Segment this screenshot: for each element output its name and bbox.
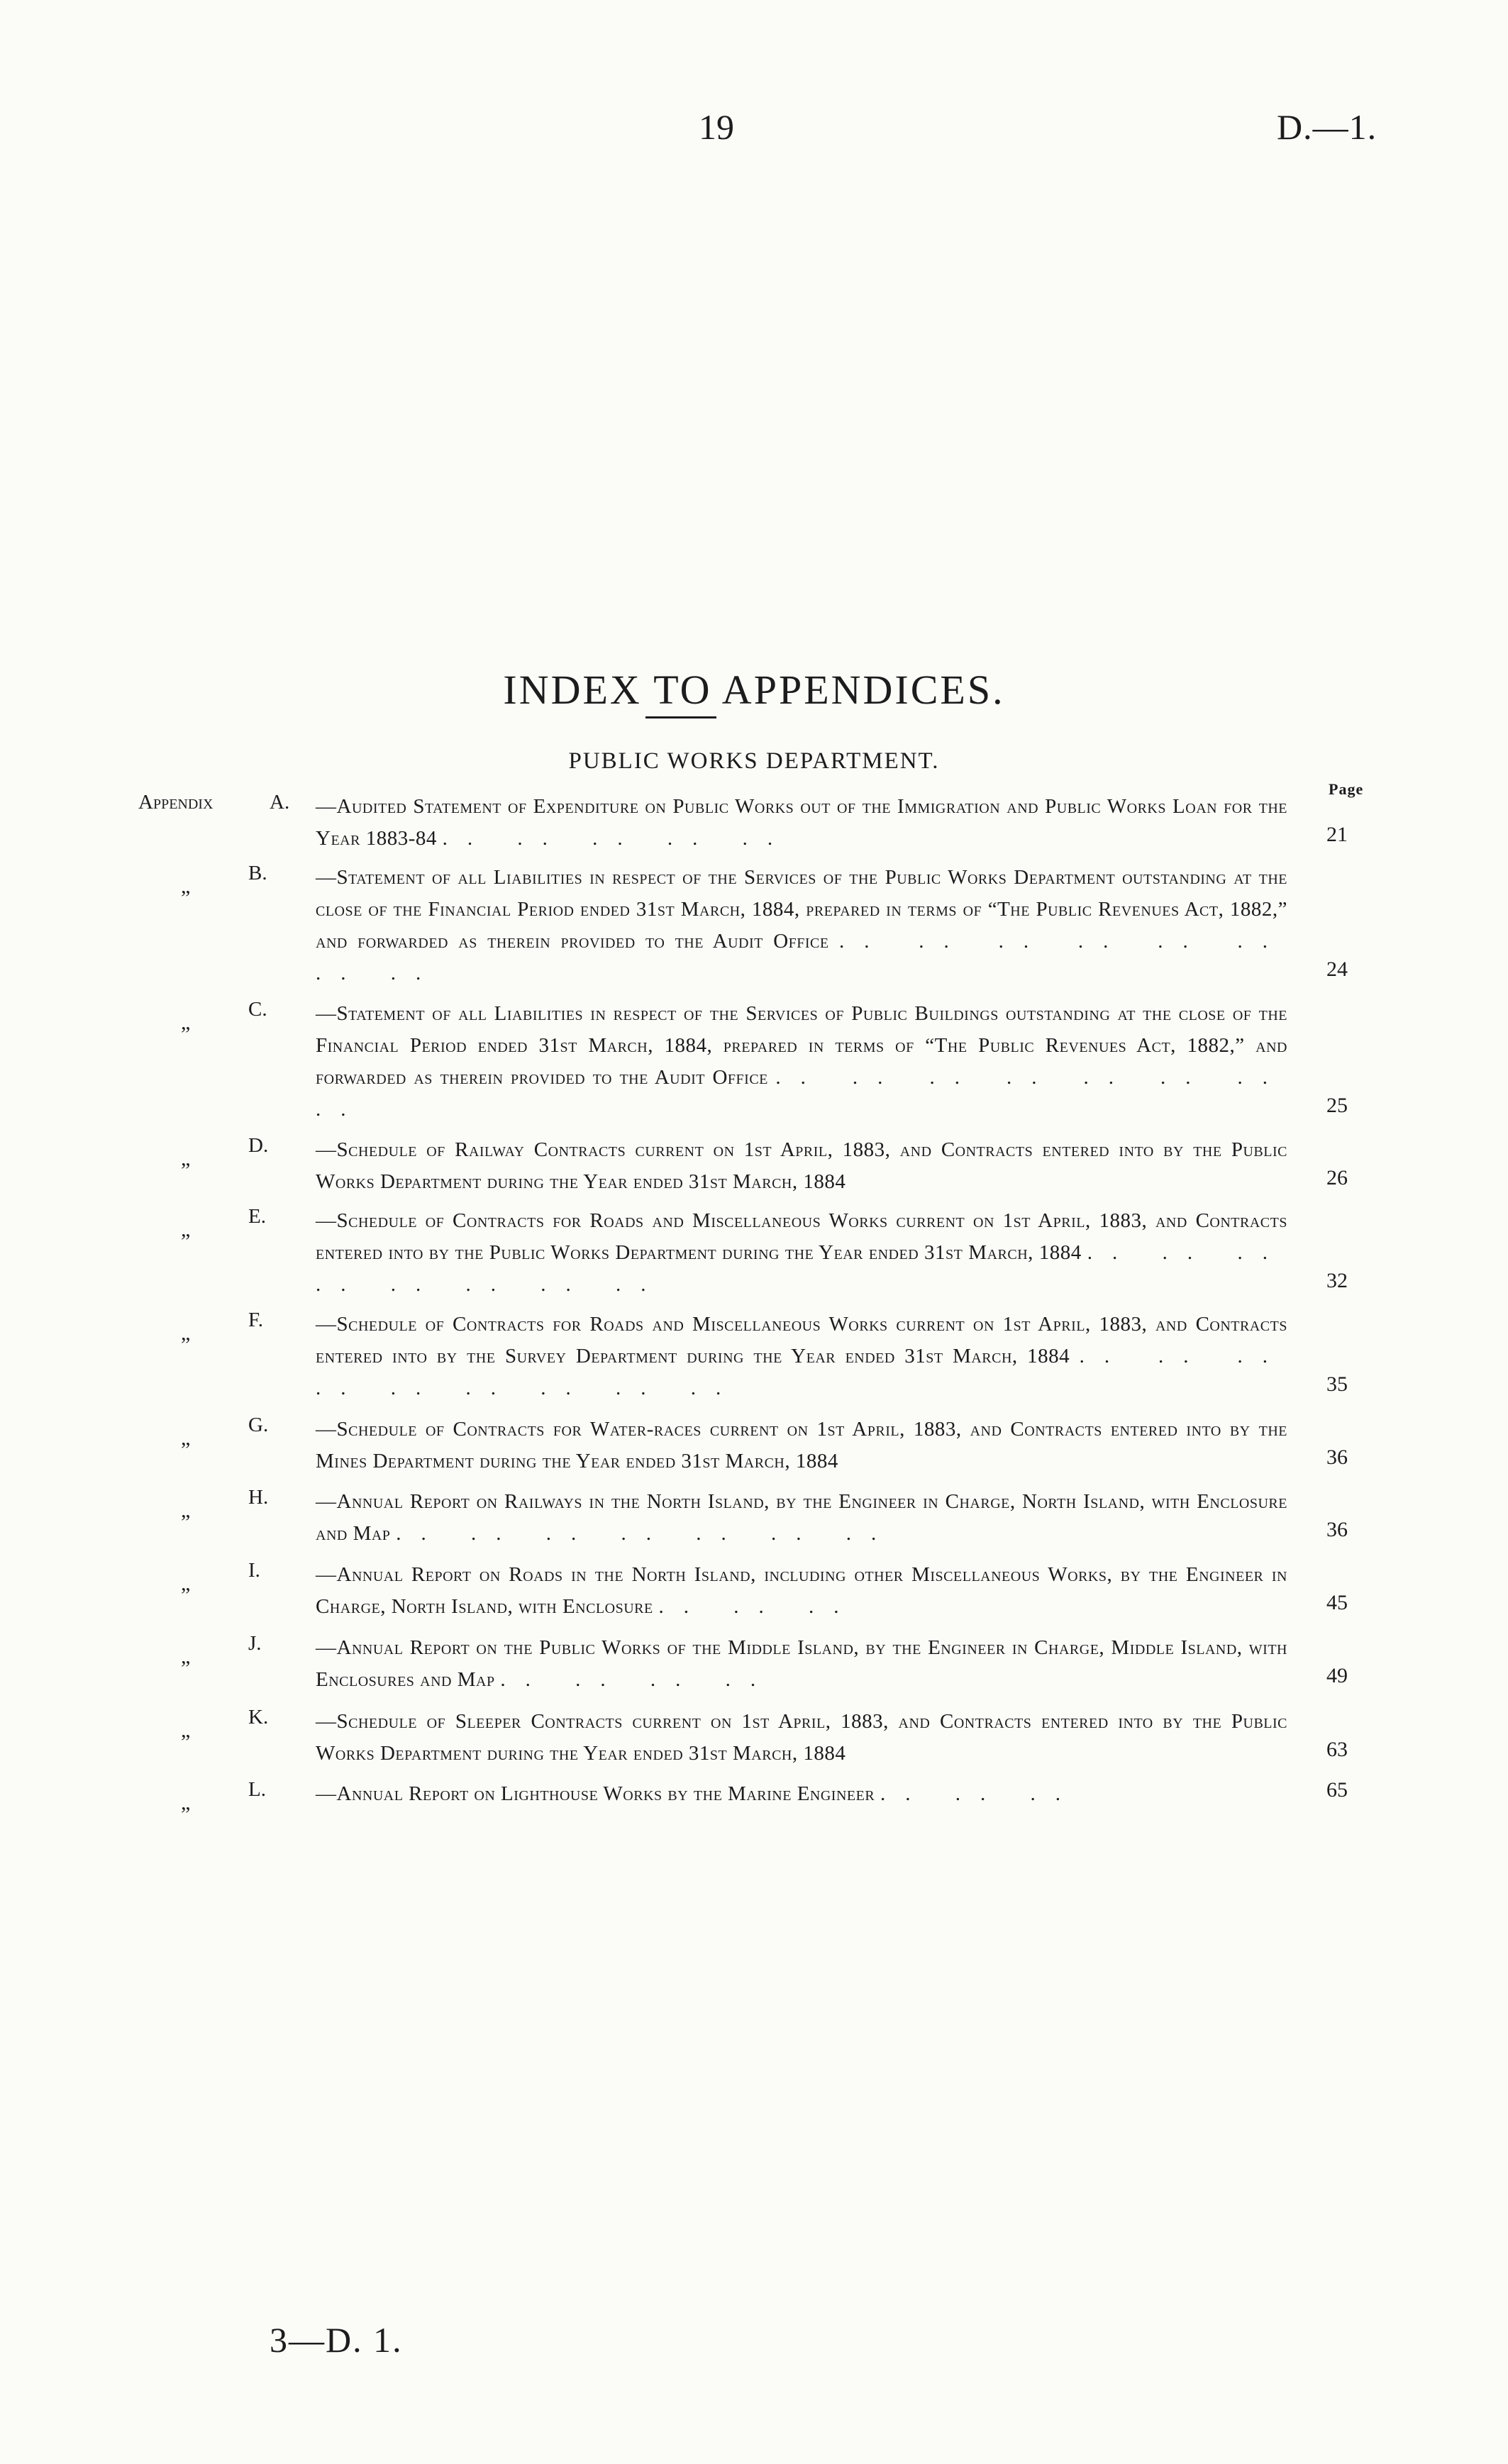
appendix-description: —Schedule of Contracts for Roads and Miscellaneous Works current on 1st April, 1883, and Contracts entered into by the Public Works Department during the Year ended 31st March, 1884 .. .. .. .. .. .. .. .. [316,1209,1287,1296]
page-reference: 36 [1326,1518,1348,1541]
ditto-mark: „ [181,875,191,898]
page-reference: 21 [1326,823,1348,846]
page-reference: 32 [1326,1269,1348,1292]
appendix-letter: F. [248,1309,264,1331]
dot-leaders: .. .. .. .. .. .. .. [396,1522,897,1545]
dot-leaders: .. .. .. [880,1782,1080,1805]
dot-leaders: .. .. .. .. [500,1668,776,1691]
page-reference: 63 [1326,1738,1348,1761]
appendix-letter: K. [248,1706,269,1728]
ditto-mark: „ [181,1791,191,1814]
appendix-description: —Annual Report on the Public Works of the Middle Island, by the Engineer in Charge, Middle Island, with Enclosures and Map .. .. .. .. [316,1636,1287,1691]
ditto-mark: „ [181,1719,191,1742]
appendix-description: —Annual Report on Railways in the North Island, by the Engineer in Charge, North Island, with Enclosure and Map .. .. .. .. .. .. .. [316,1490,1287,1545]
ditto-mark: „ [181,1011,191,1034]
appendix-letter: D. [248,1134,269,1157]
page-reference: 36 [1326,1445,1348,1469]
dot-leaders: .. .. .. .. .. .. .. .. .. [316,1345,1287,1399]
appendix-letter: J. [248,1632,262,1655]
appendix-letter: C. [248,998,267,1021]
appendix-label: Appendix [138,791,214,814]
department-heading: PUBLIC WORKS DEPARTMENT. [568,748,940,774]
ditto-mark: „ [181,1147,191,1170]
appendix-description: —Audited Statement of Expenditure on Public Works out of the Immigration and Public Works Loan for the Year 1883-84 .. .. .. .. .. [316,795,1287,850]
ditto-mark: „ [181,1499,191,1522]
page-number: 19 [699,107,734,147]
appendix-description: —Statement of all Liabilities in respect of the Services of Public Buildings outstanding at the close of the Financial Period ended 31st March, 1884, prepared in terms of “The Public Revenues Act, 1882,” and forwarded as therein provided to the Audit Office .. .. .. .. .. .. .. .. [316,1002,1288,1121]
appendix-description: —Schedule of Railway Contracts current on 1st April, 1883, and Contracts entered into by the Public Works Department during the Year ended 31st March, 1884 [316,1138,1287,1193]
appendix-letter: B. [248,862,267,884]
appendix-description: —Annual Report on Lighthouse Works by the Marine Engineer .. .. .. [316,1782,1080,1805]
appendix-description: —Schedule of Contracts for Water-races current on 1st April, 1883, and Contracts entered into by the Mines Department during the Year ended 31st March, 1884 [316,1418,1287,1472]
appendix-letter: G. [248,1414,269,1436]
dot-leaders: .. .. .. [658,1595,859,1618]
dot-leaders: .. .. .. .. .. [442,827,793,850]
page-reference: 35 [1326,1372,1348,1396]
ditto-mark: „ [181,1321,191,1345]
appendix-description: —Schedule of Sleeper Contracts current on 1st April, 1883, and Contracts entered into by the Public Works Department during the Year ended 31st March, 1884 [316,1710,1287,1765]
appendix-letter: E. [248,1205,266,1228]
page-reference: 25 [1326,1094,1348,1117]
appendix-letter: H. [248,1486,269,1509]
dot-leaders: .. .. .. .. .. .. .. .. [316,930,1288,984]
appendix-letter: I. [248,1559,260,1582]
dot-leaders: .. .. .. .. .. .. .. .. [316,1066,1288,1121]
document-code: D.—1. [1277,107,1377,147]
appendix-description: —Schedule of Contracts for Roads and Miscellaneous Works current on 1st April, 1883, and Contracts entered into by the Survey Department during the Year ended 31st March, 1884 .. .. .. .. .. .. .. .. .. [316,1313,1287,1399]
ditto-mark: „ [181,1218,191,1241]
title-divider [645,716,716,718]
page-column-heading: Page [1329,780,1364,798]
page-reference: 24 [1326,958,1348,981]
page-title: INDEX TO APPENDICES. [503,666,1005,713]
appendix-description: —Annual Report on Roads in the North Island, including other Miscellaneous Works, by the Engineer in Charge, North Island, with Enclosure .. .. .. [316,1563,1287,1618]
page-reference: 26 [1326,1166,1348,1189]
page-reference: 49 [1326,1664,1348,1687]
appendix-letter: L. [248,1778,266,1801]
ditto-mark: „ [181,1426,191,1450]
ditto-mark: „ [181,1645,191,1668]
appendix-letter: A. [270,791,290,814]
dot-leaders: .. .. .. .. .. .. .. .. [316,1241,1287,1296]
page-reference: 45 [1326,1591,1348,1614]
signature-footer: 3—D. 1. [270,2320,403,2360]
appendix-description: —Statement of all Liabilities in respect of the Services of the Public Works Department outstanding at the close of the Financial Period ended 31st March, 1884, prepared in terms of “The Public Revenues Act, 1882,” and forwarded as therein provided to the Audit Office .. .. .. .. .. .. .. .. [316,866,1288,984]
page-reference: 65 [1326,1778,1348,1802]
ditto-mark: „ [181,1572,191,1595]
